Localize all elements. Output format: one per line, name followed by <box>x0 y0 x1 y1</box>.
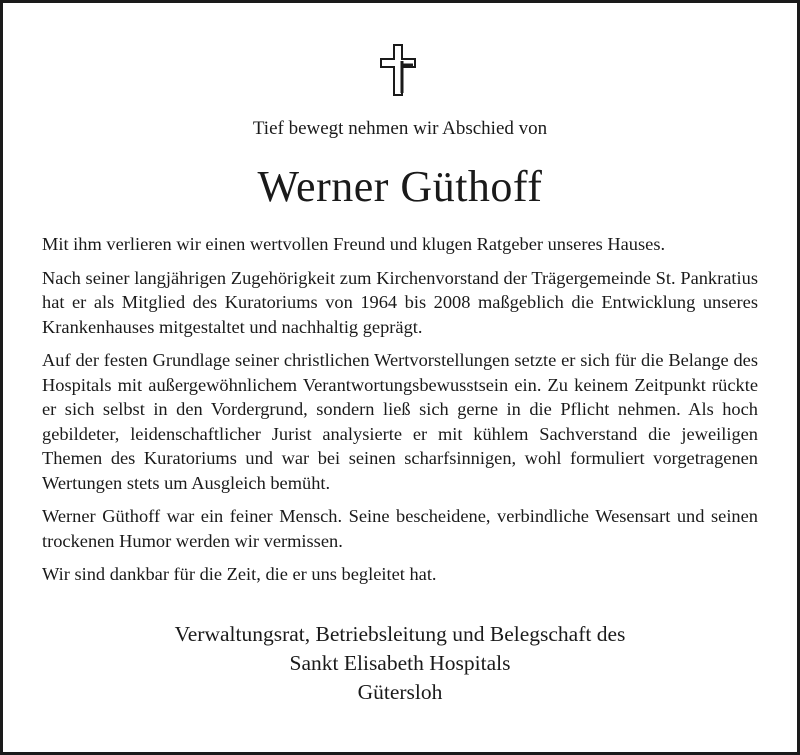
deceased-name: Werner Güthoff <box>257 162 543 211</box>
signature-line: Verwaltungsrat, Betriebsleitung und Belegschaft des <box>174 622 626 646</box>
paragraph: Nach seiner langjährigen Zugehörigkeit zum Kirchenvorstand der Trägergemeinde St. Pankratius hat er als Mitglied des Kuratoriums von 1964 bis 2008 maßgeblich die Entwicklung unseres Krankenhauses mitgestaltet und nachhaltig geprägt. <box>42 267 758 337</box>
paragraph: Auf der festen Grundlage seiner christlichen Wertvorstellungen setzte er sich für die Belange des Hospitals mit außergewöhnlichem Verantwortungsbewusstsein ein. Zu keinem Zeitpunkt rückte er sich selbst in den Vordergrund, sondern ließ sich gerne in die Pflicht nehmen. Als hoch gebildeter, leidenschaftlicher Jurist analysierte er mit kühlem Sachverstand die jeweiligen Themen des Kuratoriums und war bei seinen scharfsinnigen, wohl formuliert vorgetragenen Wertungen stets um Ausgleich bemüht. <box>42 350 758 493</box>
intro-line: Tief bewegt nehmen wir Abschied von <box>252 118 548 139</box>
cross-icon <box>380 44 416 96</box>
paragraph: Werner Güthoff war ein feiner Mensch. Seine bescheidene, verbindliche Wesensart und seinen trockenen Humor werden wir vermissen. <box>42 506 758 551</box>
signature-line: Gütersloh <box>357 680 443 704</box>
signature-block <box>0 620 800 707</box>
paragraph: Mit ihm verlieren wir einen wertvollen Freund und klugen Ratgeber unseres Hauses. <box>42 234 666 254</box>
paragraph: Wir sind dankbar für die Zeit, die er uns begleitet hat. <box>42 564 437 584</box>
signature-line: Sankt Elisabeth Hospitals <box>289 651 511 675</box>
notice-body <box>42 232 758 596</box>
